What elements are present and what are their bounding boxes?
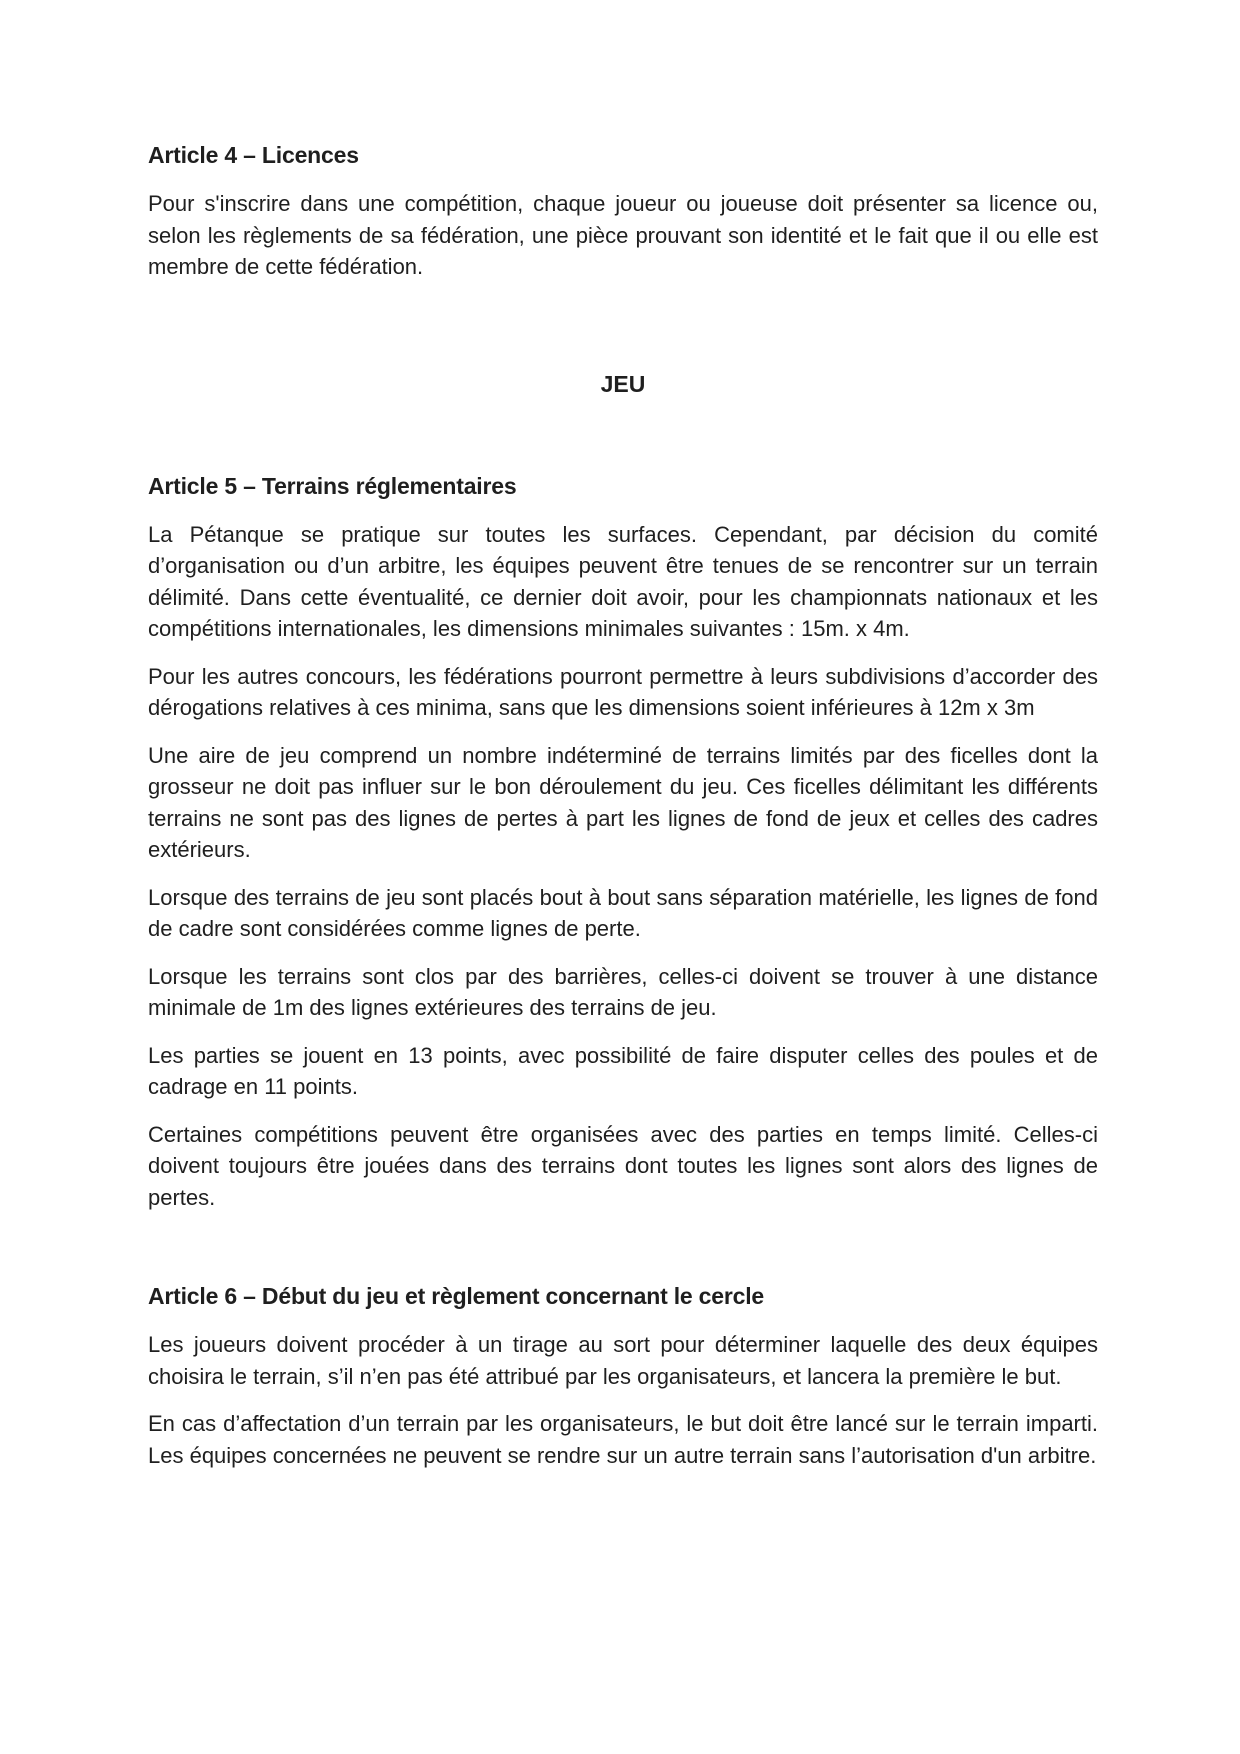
article-6-paragraph: Les joueurs doivent procéder à un tirage au sort pour déterminer laquelle des deux équipes choisira le terrain, s’il n’en pas été attribué par les organisateurs, et lancera la première le but. <box>148 1332 1098 1389</box>
article-5-paragraph: Lorsque des terrains de jeu sont placés bout à bout sans séparation matérielle, les lignes de fond de cadre sont considérées comme lignes de perte. <box>148 884 1098 941</box>
article-5 <box>148 471 1098 1214</box>
article-6-paragraph: En cas d’affectation d’un terrain par les organisateurs, le but doit être lancé sur le terrain imparti. Les équipes concernées ne peuvent se rendre sur un autre terrain sans l’autorisation d'un arbitre. <box>148 1411 1098 1468</box>
article-5-title: Article 5 – Terrains réglementaires <box>148 472 517 499</box>
article-5-paragraph: Les parties se jouent en 13 points, avec possibilité de faire disputer celles des poules et de cadrage en 11 points. <box>148 1042 1098 1099</box>
spacer <box>148 399 1098 471</box>
article-5-paragraph: La Pétanque se pratique sur toutes les surfaces. Cependant, par décision du comité d’organisation ou d’un arbitre, les équipes peuvent être tenues de se rencontrer sur un terrain délimité. Dans cette éventualité, ce dernier doit avoir, pour les championnats nationaux et les compétitions internationales, les dimensions minimales suivantes : 15m. x 4m. <box>148 521 1098 641</box>
article-5-paragraph: Lorsque les terrains sont clos par des barrières, celles-ci doivent se trouver à une distance minimale de 1m des lignes extérieures des terrains de jeu. <box>148 963 1098 1020</box>
section-title-jeu: JEU <box>600 370 646 397</box>
article-4-paragraph: Pour s'inscrire dans une compétition, chaque joueur ou joueuse doit présenter sa licence ou, selon les règlements de sa fédération, une pièce prouvant son identité et le fait que il ou elle est membre de cette fédération. <box>148 191 1098 279</box>
article-4-title: Article 4 – Licences <box>148 142 359 168</box>
article-5-paragraph: Certaines compétitions peuvent être organisées avec des parties en temps limité. Celles-ci doivent toujours être jouées dans des terrains dont toutes les lignes sont alors des lignes de pertes. <box>148 1121 1098 1210</box>
document-page <box>148 140 1098 1487</box>
article-6-title: Article 6 – Début du jeu et règlement concernant le cercle <box>148 1283 764 1309</box>
spacer <box>148 1229 1098 1281</box>
article-5-paragraph: Pour les autres concours, les fédérations pourront permettre à leurs subdivisions d’accorder des dérogations relatives à ces minima, sans que les dimensions soient inférieures à 12m x 3m <box>148 663 1098 720</box>
article-5-paragraph: Une aire de jeu comprend un nombre indéterminé de terrains limités par des ficelles dont la grosseur ne doit pas influer sur le bon déroulement du jeu. Ces ficelles délimitant les différents terrains ne sont pas des lignes de pertes à part les lignes de fond de jeux et celles des cadres extérieurs. <box>148 742 1098 862</box>
article-4 <box>148 140 1098 283</box>
spacer <box>148 299 1098 369</box>
article-6 <box>148 1281 1098 1471</box>
